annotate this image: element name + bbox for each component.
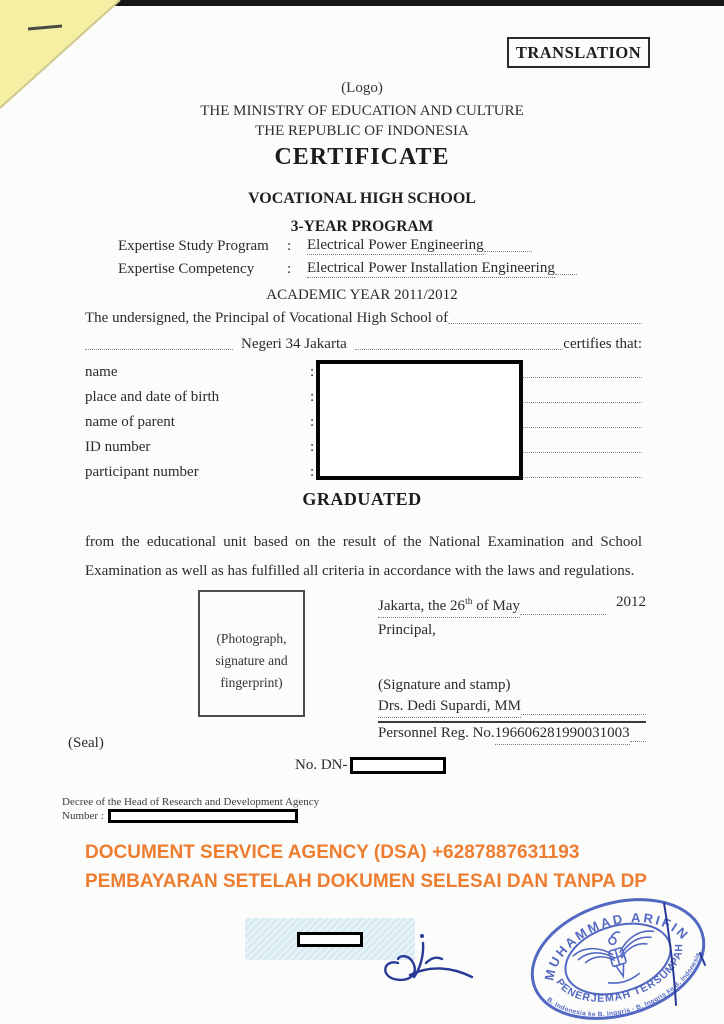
decree-block [62,795,319,823]
statement-line-1 [85,310,642,327]
separator-colon: : [310,464,315,480]
personnel-reg-row [378,723,646,745]
translation-label: TRANSLATION [515,42,642,62]
separator-colon: : [310,439,315,455]
dotted-line [448,323,642,324]
date-prefix: Jakarta, the 26 [378,598,466,614]
certifies-label: certifies that: [563,336,642,352]
date-text [378,592,520,618]
personnel-reg-label: Personnel Reg. No. [378,725,495,741]
statement-intro: The undersigned, the Principal of Vocational High School of [85,310,449,326]
dotted-line [484,251,532,252]
translation-badge [507,37,650,68]
dotted-line [85,349,233,350]
expertise-study-program-value: Electrical Power Engineering [307,237,484,253]
stamp-name-text: MUHAMMAD ARIFIN [541,910,693,982]
signature-block [378,592,646,745]
date-suffix: of May [472,598,520,614]
principal-name: Drs. Dedi Supardi, MM [378,696,521,718]
expertise-competency-value: Electrical Power Installation Engineering [307,260,555,276]
redaction-box-security-strip [297,932,363,947]
dotted-line [521,714,646,715]
principal-name-row [378,696,646,718]
separator-colon: : [310,364,315,380]
ministry-line-2: THE REPUBLIC OF INDONESIA [255,123,469,139]
separator-colon: : [287,238,292,254]
logo-placeholder: (Logo) [341,80,383,96]
agency-watermark-line-2: PEMBAYARAN SETELAH DOKUMEN SELESAI DAN TANPA DP [85,870,647,892]
body-paragraph-line-1: from the educational unit based on the result of the National Examination and School [85,534,642,550]
body-paragraph [85,528,642,585]
serial-number-row [295,757,446,774]
redaction-box-decree-number [108,809,298,823]
stamp-languages-text: B. Indonesia ke B. Inggris - B. Inggris ke B. Indonesia [545,951,702,1019]
field-label: participant number [85,464,199,480]
seal-label: (Seal) [68,735,104,751]
expertise-study-program-row [118,237,588,255]
field-label: name [85,364,118,380]
expertise-competency-row [118,260,588,278]
serial-prefix: No. DN- [295,757,348,773]
principal-label: Principal, [378,622,436,638]
photograph-box [198,590,305,717]
separator-colon: : [310,414,315,430]
field-label: place and date of birth [85,389,220,405]
ministry-line-1: THE MINISTRY OF EDUCATION AND CULTURE [200,103,524,119]
photo-box-line-3: fingerprint) [220,675,283,690]
expertise-study-program-label: Expertise Study Program [118,238,269,254]
dotted-line [520,614,606,615]
statement-line-2 [85,336,642,353]
school-name: Negeri 34 Jakarta [241,336,347,352]
redaction-box-student-data [316,360,523,480]
signature-strokes [385,934,472,980]
separator-colon: : [287,261,292,277]
redaction-box-serial [350,757,446,774]
separator-colon: : [310,389,315,405]
signature-stamp-note: (Signature and stamp) [378,677,511,693]
stamp-title-text: PENERJEMAH TERSUMPAH [553,942,686,1005]
personnel-reg-number: 196606281990031003 [495,723,630,745]
handwritten-signature [360,915,485,1000]
photo-box-line-2: signature and [215,653,288,668]
photo-box-line-1: (Photograph, [216,631,287,646]
dotted-line [630,741,646,742]
decree-title: Decree of the Head of Research and Development Agency [62,796,320,808]
agency-watermark-line-1: DOCUMENT SERVICE AGENCY (DSA) +6287887631193 [85,842,580,863]
expertise-competency-label: Expertise Competency [118,261,255,277]
certificate-title: CERTIFICATE [274,144,450,170]
pen-stroke-lines [664,903,705,1005]
school-type-heading: VOCATIONAL HIGH SCHOOL [248,190,476,207]
field-label: ID number [85,439,151,455]
body-paragraph-line-2: Examination as well as has fulfilled all criteria in accordance with the laws and regulations. [85,562,635,579]
date-year: 2012 [616,594,646,610]
date-ordinal: th [465,597,473,607]
decree-number-label: Number : [62,810,104,822]
decree-number-row [62,809,319,823]
dotted-line [355,349,563,350]
graduated-heading: GRADUATED [302,489,422,509]
program-heading: 3-YEAR PROGRAM [290,218,434,235]
agency-watermark [85,839,647,896]
pen-stroke [630,895,724,1024]
field-label: name of parent [85,414,175,430]
date-row [378,592,646,618]
academic-year: ACADEMIC YEAR 2011/2012 [266,287,458,303]
dotted-line [555,274,577,275]
